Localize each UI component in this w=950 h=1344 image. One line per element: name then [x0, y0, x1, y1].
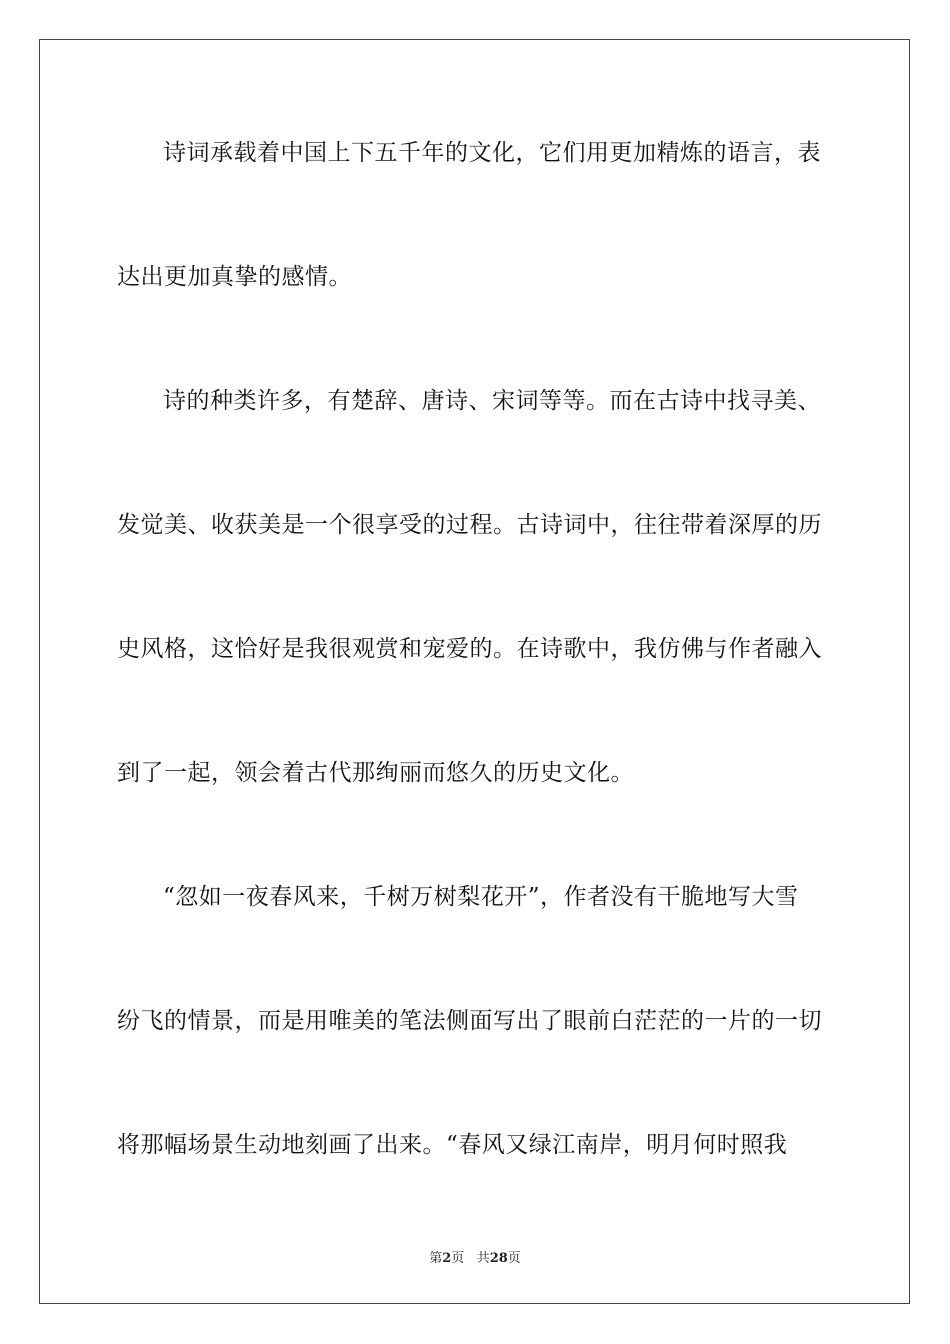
paragraph-2-line-3: 史风格，这恰好是我很观赏和宠爱的。在诗歌中，我仿佛与作者融入 — [117, 636, 822, 662]
footer-total-suffix: 页 — [507, 1251, 521, 1266]
footer-page-prefix: 第 — [429, 1251, 443, 1266]
footer-page-number: 2 — [442, 1251, 452, 1266]
footer-total-pages: 28 — [489, 1251, 508, 1266]
footer-page-suffix: 页 — [451, 1251, 465, 1266]
page-border — [39, 39, 910, 1304]
paragraph-1-line-2: 达出更加真挚的感情。 — [117, 264, 352, 290]
paragraph-1-line-1: 诗词承载着中国上下五千年的文化，它们用更加精炼的语言，表 — [163, 140, 821, 166]
paragraph-2-line-1: 诗的种类许多，有楚辞、唐诗、宋词等等。而在古诗中找寻美、 — [163, 388, 821, 414]
paragraph-3-line-3: 将那幅场景生动地刻画了出来。“春风又绿江南岸，明月何时照我 — [117, 1132, 788, 1158]
paragraph-3-line-2: 纷飞的情景，而是用唯美的笔法侧面写出了眼前白茫茫的一片的一切 — [117, 1008, 822, 1034]
paragraph-2-line-2: 发觉美、收获美是一个很享受的过程。古诗词中，往往带着深厚的历 — [117, 512, 822, 538]
page-footer — [0, 1247, 950, 1266]
footer-total-prefix: 共 — [476, 1251, 490, 1266]
paragraph-3-line-1: “忽如一夜春风来，千树万树梨花开”，作者没有干脆地写大雪 — [163, 884, 799, 910]
paragraph-2-line-4: 到了一起，领会着古代那绚丽而悠久的历史文化。 — [117, 760, 634, 786]
